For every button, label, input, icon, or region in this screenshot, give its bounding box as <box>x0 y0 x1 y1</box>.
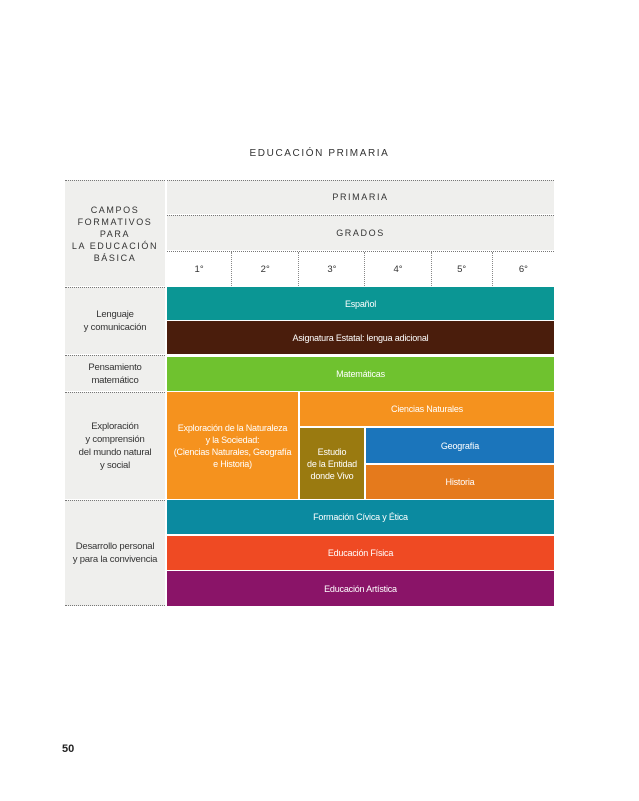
bar-exploracion-naturaleza: Exploración de la Naturaleza y la Sociedad: (Ciencias Naturales, Geografía e Historia) <box>167 392 298 499</box>
campo-desarrollo: Desarrollo personal y para la convivencia <box>65 500 165 606</box>
bar-historia: Historia <box>366 465 554 499</box>
campos-header: CAMPOS FORMATIVOS PARA LA EDUCACIÓN BÁSICA <box>65 180 165 286</box>
grade-2: 2° <box>231 252 298 286</box>
bar-educacion-fisica: Educación Física <box>167 536 554 570</box>
page-title: EDUCACIÓN PRIMARIA <box>249 148 390 159</box>
bar-asignatura-estatal: Asignatura Estatal: lengua adicional <box>167 321 554 354</box>
grades-row <box>167 251 554 286</box>
grade-3: 3° <box>298 252 364 286</box>
grade-4: 4° <box>364 252 430 286</box>
primaria-header: PRIMARIA <box>167 180 554 214</box>
page-number: 50 <box>62 743 75 755</box>
campo-lenguaje: Lenguaje y comunicación <box>65 287 165 354</box>
bar-educacion-artistica: Educación Artística <box>167 571 554 606</box>
bar-ciencias-naturales: Ciencias Naturales <box>300 392 554 426</box>
grados-header: GRADOS <box>167 215 554 250</box>
grade-6: 6° <box>492 252 554 286</box>
bar-estudio-entidad: Estudio de la Entidad donde Vivo <box>300 428 364 499</box>
grade-5: 5° <box>431 252 492 286</box>
bar-geografia: Geografía <box>366 428 554 463</box>
bar-matematicas: Matemáticas <box>167 357 554 391</box>
bar-formacion-civica: Formación Cívica y Ética <box>167 500 554 534</box>
bar-espanol: Español <box>167 287 554 320</box>
campo-exploracion: Exploración y comprensión del mundo natural y social <box>65 392 165 499</box>
campo-pensamiento: Pensamiento matemático <box>65 355 165 391</box>
grade-1: 1° <box>194 263 204 275</box>
